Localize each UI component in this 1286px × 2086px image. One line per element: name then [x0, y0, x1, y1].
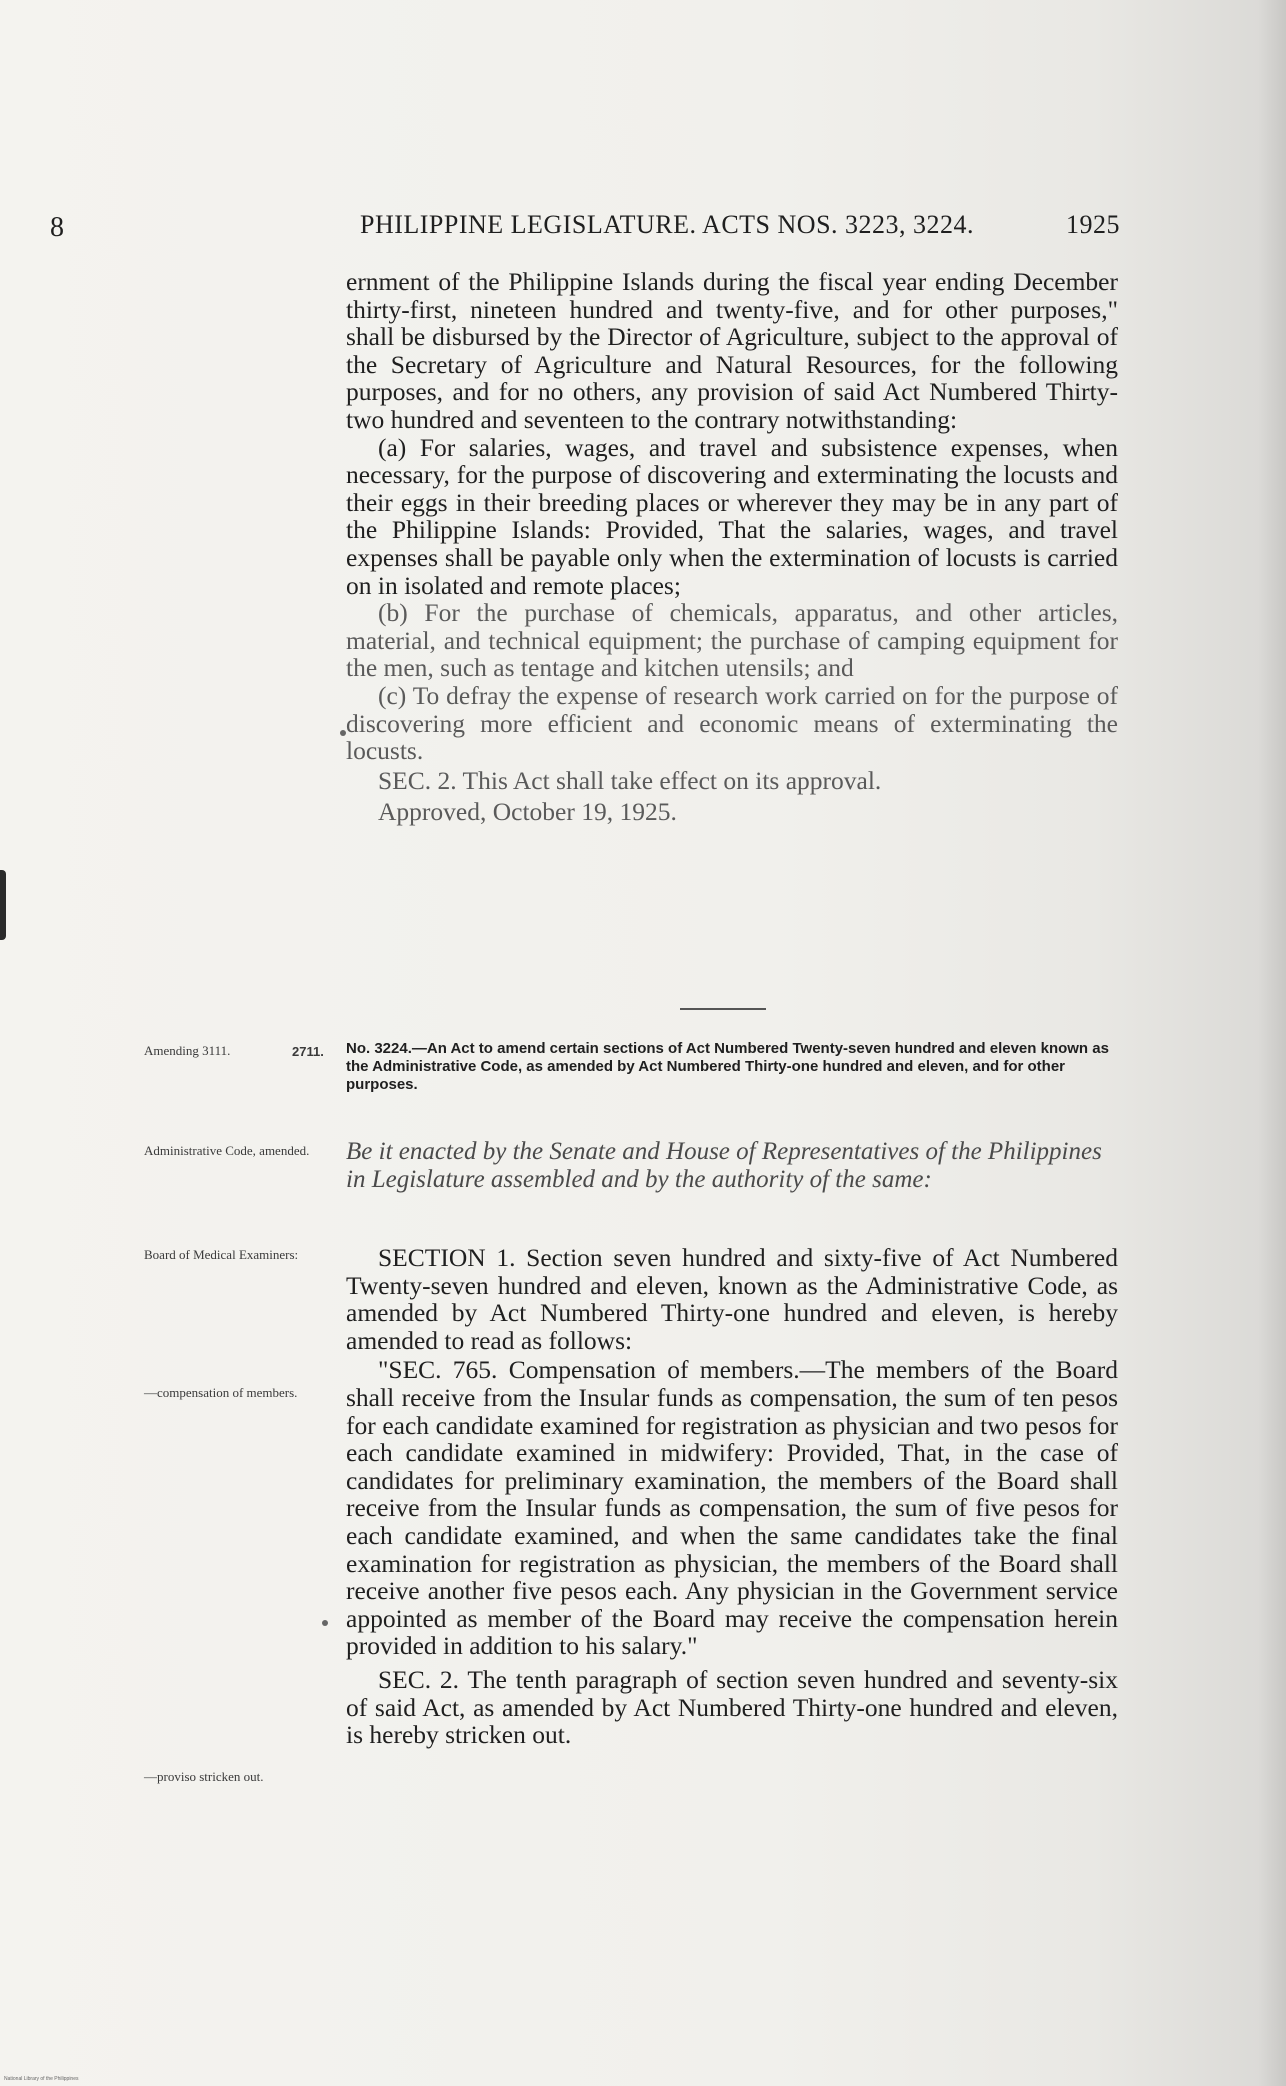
act-3224-title-text: No. 3224.—An Act to amend certain sections of Act Numbered Twenty-seven hundred and eleven known as the Administrative Code, as amended by Act Numbered Thirty-one hundred and eleven, and for other purposes.	[346, 1040, 1109, 1093]
page-number: 8	[50, 212, 64, 243]
enacting-clause: Be it enacted by the Senate and House of Representatives of the Philippines in Legislature assembled and by the authority of the same:	[346, 1138, 1102, 1193]
binding-mark	[0, 870, 6, 940]
act-3223-paragraph: ernment of the Philippine Islands during the fiscal year ending December thirty-first, nineteen hundred and twenty-five, and for other purposes," shall be disbursed by the Director of Agriculture, subject to the approval of the Secretary of Agriculture and Natural Resources, for the following purposes, and for no others, any provision of said Act Numbered Thirty-two hundred and seventeen to the contrary notwithstanding:	[346, 267, 1118, 434]
running-title: PHILIPPINE LEGISLATURE. ACTS NOS. 3223, 3224.	[360, 210, 975, 239]
margin-note-proviso: —proviso stricken out.	[144, 1769, 264, 1784]
act-3223-paragraph: (b) For the purchase of chemicals, apparatus, and other articles, material, and technical equipment; the purchase of camping equipment for the men, such as tentage and kitchen utensils; and	[346, 598, 1118, 683]
act-3223-paragraph: (c) To defray the expense of research work carried on for the purpose of discovering more efficient and economic means of exterminating the locusts.	[346, 680, 1118, 766]
margin-note-admin-code: Administrative Code, amended.	[144, 1143, 310, 1158]
margin-note-board: Board of Medical Examiners:	[144, 1247, 299, 1262]
sec-765-text: "SEC. 765. Compensation of members.—The members of the Board shall receive from the Insular funds as compensation, the sum of ten pesos for each candidate examined for registration as physician and two pesos for each candidate examined in midwifery: Provided, That, in the case of candidates for preliminary examination, the members of the Board shall receive from the Insular funds as compensation, the sum of five pesos for each candidate examined, and when the same candidates take the final examination for registration as physician, the members of the Board shall receive another five pesos each. Any physician in the Government service appointed as member of the Board may receive the compensation herein provided in addition to his salary."	[346, 1355, 1118, 1661]
section-reference: 2711.	[292, 1044, 324, 1059]
act-3224-section-1: SECTION 1. Section seven hundred and sixty-five of Act Numbered Twenty-seven hundred and eleven, known as the Administrative Code, as amended by Act Numbered Thirty-one hundred and eleven, is hereby amended to read as follows:	[346, 1243, 1118, 1355]
ink-dot	[340, 730, 346, 736]
act-3223-section-2: SEC. 2. This Act shall take effect on its approval.	[378, 765, 882, 795]
act-3224-body	[346, 1244, 1118, 1749]
margin-note-amending: Amending 3111.	[144, 1043, 231, 1058]
act-3223-body	[346, 268, 1118, 826]
footer-stamp: National Library of the Philippines	[4, 2076, 79, 2082]
running-year: 1925	[1066, 210, 1120, 239]
section-divider	[680, 1008, 766, 1010]
margin-note-compensation: —compensation of members.	[144, 1385, 298, 1400]
page-edge-shadow	[1258, 0, 1286, 2086]
approval-date: Approved, October 19, 1925.	[378, 797, 677, 827]
running-head	[360, 210, 1120, 240]
act-3224-section-2: SEC. 2. The tenth paragraph of section seven hundred and seventy-six of said Act, as amended by Act Numbered Thirty-one hundred and eleven, is hereby stricken out.	[346, 1664, 1118, 1750]
act-3224-title	[346, 1040, 1118, 1094]
ink-dot	[322, 1620, 328, 1626]
act-3223-paragraph: (a) For salaries, wages, and travel and subsistence expenses, when necessary, for the purpose of discovering and exterminating the locusts and their eggs in their breeding places or wherever they may be in any part of the Philippine Islands: Provided, That the salaries, wages, and travel expenses shall be payable only when the extermination of locusts is carried on in isolated and remote places;	[346, 432, 1118, 600]
